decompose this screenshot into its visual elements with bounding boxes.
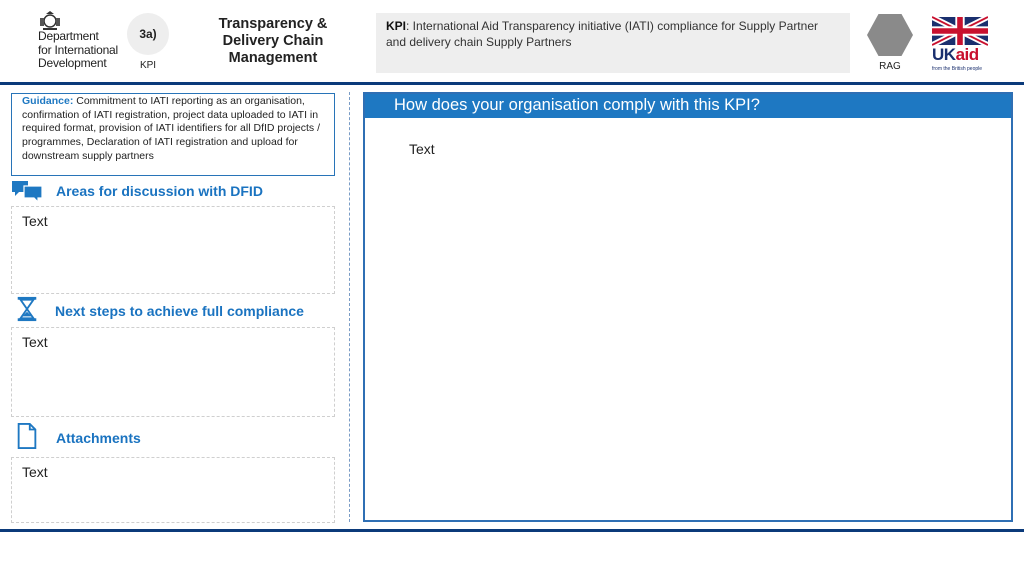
section-title-discussion: Areas for discussion with DFID [56,183,263,199]
section-title-next-steps: Next steps to achieve full compliance [55,303,304,319]
guidance-label: Guidance: [22,95,74,107]
page-title-line: Management [228,50,318,66]
discussion-text: Text [22,213,48,229]
compliance-panel [363,92,1013,522]
panel-divider [349,92,350,522]
rag-label: RAG [879,61,901,72]
page-title-line: Delivery Chain [222,33,324,49]
kpi-number-badge: 3a) [127,13,169,55]
attachments-text-box[interactable] [11,457,335,523]
ukaid-wordmark [932,46,979,64]
footer-divider [0,529,1024,532]
page-title [200,16,346,67]
ukaid-logo [932,15,988,73]
hourglass-icon [13,296,41,322]
compliance-text[interactable]: Text [409,141,435,157]
guidance-box [11,93,335,176]
dfid-logo-line: for International [38,42,118,57]
dfid-logo-line: Development [38,56,107,70]
ukaid-uk: UK [932,45,956,64]
page-title-line: Transparency & [218,16,328,32]
kpi-description: : International Aid Transparency initiative (IATI) compliance for Supply Partner and delivery chain Supply Partners [386,19,818,49]
speech-bubbles-icon [11,179,43,205]
kpi-label: KPI [139,60,157,71]
kpi-description-box [376,13,850,73]
document-icon [14,423,40,449]
compliance-question-header: How does your organisation comply with this KPI? [365,94,1011,118]
discussion-text-box[interactable] [11,206,335,294]
ukaid-aid: aid [955,45,979,64]
dfid-logo-line: Department [38,29,99,43]
union-flag-icon [932,15,988,47]
ukaid-tagline: from the British people [932,66,983,72]
next-steps-text: Text [22,334,48,350]
next-steps-text-box[interactable] [11,327,335,417]
header-divider [0,82,1024,85]
kpi-prefix: KPI [386,19,407,33]
attachments-text: Text [22,464,48,480]
dfid-logo-text [38,30,118,71]
guidance-text: Commitment to IATI reporting as an organisation, confirmation of IATI registration, project data uploaded to IATI in required format, provision of IATI identifiers for all DfID projects / programmes, Declaration of IATI registration and upload for downstream supply partners [22,95,320,162]
section-title-attachments: Attachments [56,430,141,446]
rag-status-hexagon[interactable] [867,14,913,56]
